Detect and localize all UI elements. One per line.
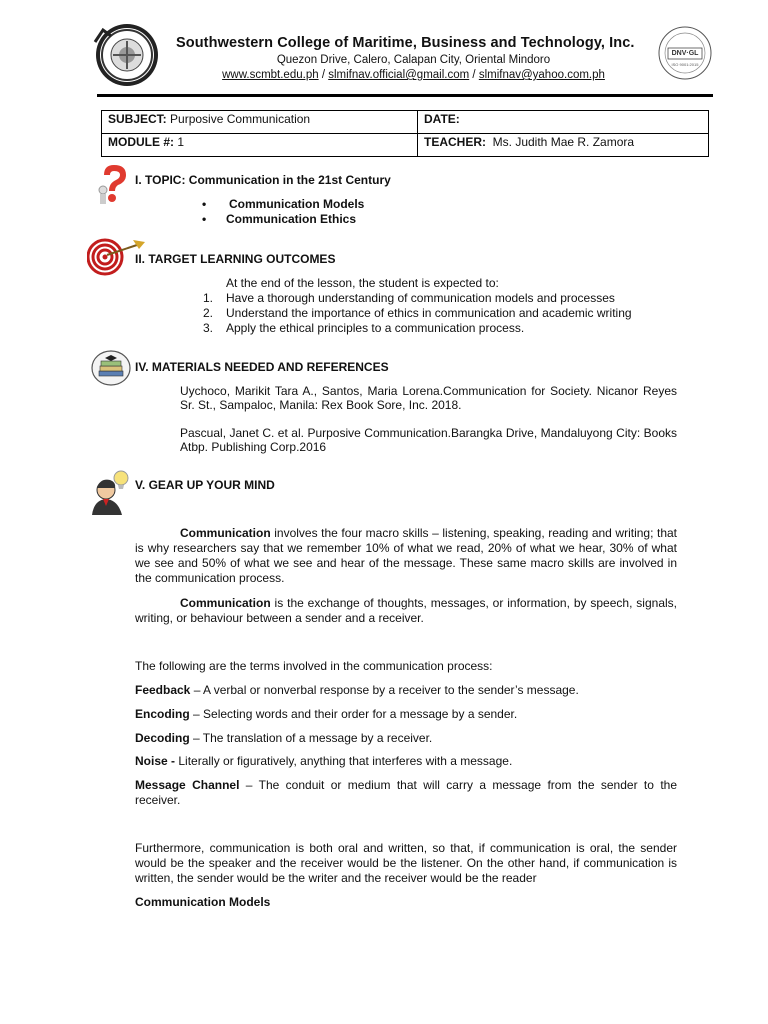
link-separator: / bbox=[472, 69, 476, 81]
reference-2: Pascual, Janet C. et al. Purposive Communication.Barangka Drive, Mandaluyong City: Books Atbp. Publishing Corp.2016 bbox=[180, 426, 677, 454]
list-item bbox=[200, 306, 632, 321]
outcomes-heading: II. TARGET LEARNING OUTCOMES bbox=[135, 252, 336, 266]
topic-item: Communication Models bbox=[229, 197, 365, 211]
topic-list bbox=[200, 197, 364, 227]
college-address: Quezon Drive, Calero, Calapan City, Oriental Mindoro bbox=[276, 54, 551, 66]
email-link-yahoo[interactable]: slmifnav@yahoo.com.ph bbox=[478, 69, 605, 81]
materials-heading: IV. MATERIALS NEEDED AND REFERENCES bbox=[135, 360, 389, 374]
outcome-item: Understand the importance of ethics in communication and academic writing bbox=[226, 306, 632, 320]
email-link-official[interactable]: slmifnav.official@gmail.com bbox=[328, 69, 470, 81]
college-name: Southwestern College of Maritime, Business and Technology, Inc. bbox=[176, 35, 635, 51]
books-icon bbox=[90, 349, 132, 387]
term-decoding bbox=[135, 731, 677, 746]
paragraph-1-text: involves the four macro skills – listening, speaking, reading and writing; that is why researchers say that we remember 10% of what we read, 20% of what we hear, 30% of what we see and 50% of what we see and hear of the message. These same macro skills are involved in the communication process. bbox=[135, 526, 677, 585]
term-noise bbox=[135, 754, 677, 769]
teacher-cell bbox=[418, 134, 709, 157]
term-message-channel bbox=[135, 778, 677, 808]
term-label: Noise - bbox=[135, 754, 176, 768]
website-link[interactable]: www.scmbt.edu.ph bbox=[222, 69, 319, 81]
term-label: Encoding bbox=[135, 707, 190, 721]
subject-label: SUBJECT: bbox=[108, 112, 167, 126]
paragraph-2-term: Communication bbox=[180, 596, 271, 610]
link-separator: / bbox=[321, 69, 326, 81]
date-label: DATE: bbox=[424, 112, 460, 126]
college-seal-logo bbox=[89, 22, 165, 88]
module-label: MODULE #: bbox=[108, 135, 174, 149]
term-label: Feedback bbox=[135, 683, 191, 697]
cert-badge-text: DNV·GL bbox=[671, 50, 699, 57]
reference-1: Uychoco, Marikit Tara A., Santos, Maria Lorena.Communication for Society. Nicanor Reyes Sr. St., Sampaloc, Manila: Rex Book Sore, Inc. 2018. bbox=[180, 384, 677, 412]
term-encoding bbox=[135, 707, 677, 722]
gear-up-heading: V. GEAR UP YOUR MIND bbox=[135, 478, 275, 492]
term-definition: – The translation of a message by a receiver. bbox=[189, 731, 433, 745]
paragraph-3: Furthermore, communication is both oral and written, so that, if communication is oral, the sender would be the speaker and the receiver would be the listener. On the other hand, if communication is written, the sender would be the writer and the receiver would be the reader bbox=[135, 841, 677, 885]
term-definition: – A verbal or nonverbal response by a receiver to the sender’s message. bbox=[190, 683, 579, 697]
paragraph-1 bbox=[135, 526, 677, 586]
list-item bbox=[200, 321, 632, 336]
term-label: Message Channel bbox=[135, 778, 240, 792]
question-mark-icon bbox=[96, 163, 130, 205]
terms-intro: The following are the terms involved in the communication process: bbox=[135, 659, 493, 673]
subject-value: Purposive Communication bbox=[170, 112, 311, 126]
bullet: • bbox=[202, 197, 207, 211]
topic-item: Communication Ethics bbox=[226, 212, 357, 226]
module-cell bbox=[102, 134, 418, 157]
topic-heading: I. TOPIC: Communication in the 21st Century bbox=[135, 173, 391, 187]
subject-cell bbox=[102, 111, 418, 134]
teacher-value: Ms. Judith Mae R. Zamora bbox=[492, 135, 635, 149]
communication-models-heading: Communication Models bbox=[135, 895, 271, 909]
module-value: 1 bbox=[177, 135, 185, 149]
header-divider bbox=[97, 94, 713, 97]
college-links bbox=[176, 69, 651, 81]
date-cell bbox=[418, 111, 709, 134]
item-number: 3. bbox=[203, 321, 214, 335]
module-info-table bbox=[101, 110, 709, 157]
cert-iso-text: ISO 9001:2015 bbox=[671, 62, 699, 67]
outcome-item: Have a thorough understanding of communication models and processes bbox=[226, 291, 615, 305]
item-number: 1. bbox=[203, 291, 214, 305]
paragraph-1-term: Communication bbox=[180, 526, 271, 540]
term-definition: Literally or figuratively, anything that interferes with a message. bbox=[175, 754, 513, 768]
certification-badge bbox=[656, 26, 714, 80]
paragraph-2-text: is the exchange of thoughts, messages, or information, by speech, signals, writing, or behaviour between a sender and a receiver. bbox=[135, 596, 677, 625]
term-definition: – Selecting words and their order for a message by a sender. bbox=[189, 707, 518, 721]
paragraph-2 bbox=[135, 596, 677, 626]
teacher-label: TEACHER: bbox=[424, 135, 486, 149]
term-label: Decoding bbox=[135, 731, 190, 745]
term-feedback bbox=[135, 683, 677, 698]
outcome-item: Apply the ethical principles to a communication process. bbox=[226, 321, 525, 335]
term-definition: – The conduit or medium that will carry a message from the sender to the receiver. bbox=[135, 778, 677, 807]
outcomes-intro: At the end of the lesson, the student is expected to: bbox=[226, 276, 499, 290]
thinking-person-icon bbox=[88, 468, 132, 516]
list-item bbox=[200, 291, 632, 306]
list-item bbox=[200, 197, 364, 212]
outcomes-list bbox=[200, 291, 632, 336]
bullet: • bbox=[202, 212, 207, 226]
list-item bbox=[200, 212, 364, 227]
item-number: 2. bbox=[203, 306, 214, 320]
